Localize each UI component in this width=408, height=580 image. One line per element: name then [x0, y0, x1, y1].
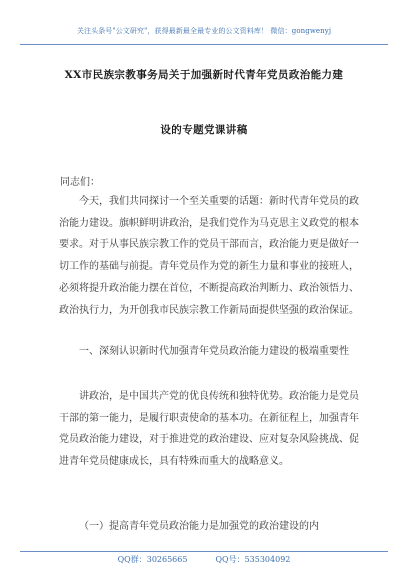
header-banner: 关注头条号"公文研究"，获得最新最全最专业的公文资料库！ 微信：gongwenyj [76, 27, 332, 35]
footer-divider [20, 551, 388, 552]
footer-qq-group: QQ群：30265665 [117, 555, 188, 564]
paragraph-section-1: 讲政治，是中国共产党的优良传统和独特优势。政治能力是党员干部的第一能力，是履行职责使命的基本功。在新征程上，加强青年党员政治能力建设，对于推进党的政治建设、应对复杂风险挑战、促进青年党员健康成长，具有特殊而重大的战略意义。 [59, 391, 359, 468]
section-heading-1: 一、深刻认识新时代加强青年党员政治能力建设的极端重要性 [79, 346, 349, 357]
document-title-line-2: 设的专题党课讲稿 [160, 124, 248, 136]
greeting: 同志们： [60, 177, 100, 188]
footer [20, 554, 388, 566]
document-title-line-1: XX市民族宗教事务局关于加强新时代青年党员政治能力建 [64, 69, 344, 81]
header-divider [20, 44, 388, 45]
subsection-heading-1: （一）提高青年党员政治能力是加强党的政治建设的内 [79, 521, 319, 532]
footer-qq-number: QQ号：535304092 [215, 555, 291, 564]
paragraph-intro: 今天，我们共同探讨一个至关重要的话题：新时代青年党员的政治能力建设。旗帜鲜明讲政治，是我们党作为马克思主义政党的根本要求。对于从事民族宗教工作的党员干部而言，政治能力更是做好一切工作的基础与前提。青年党员作为党的新生力量和事业的接班人，必须将提升政治能力摆在首位，不断提高政治判断力、政治领悟力、政治执行力，为开创我市民族宗教工作新局面提供坚强的政治保证。 [59, 196, 359, 316]
